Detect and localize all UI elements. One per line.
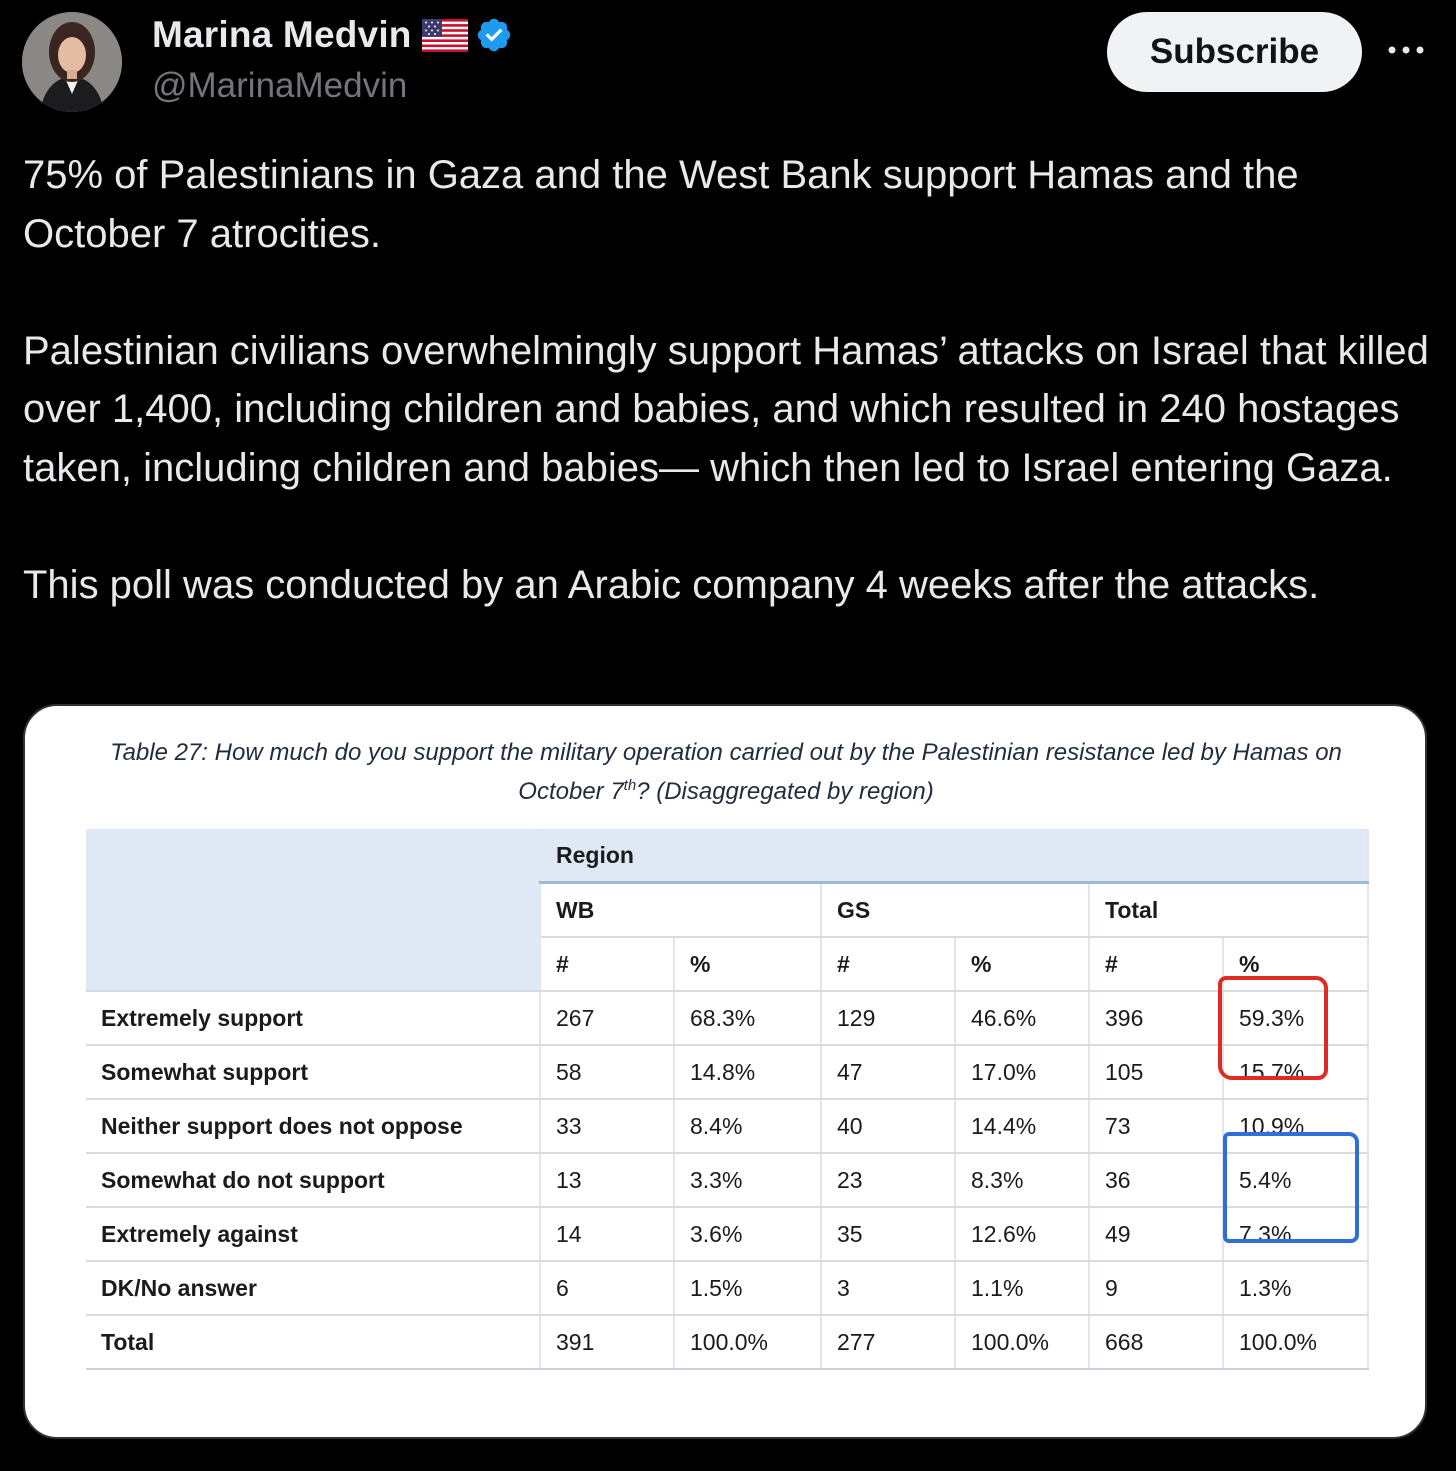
blue-highlight-box [1223, 1132, 1359, 1243]
table-cell: 277 [821, 1315, 955, 1369]
subheader-cell: % [674, 937, 821, 991]
subscribe-button[interactable]: Subscribe [1107, 12, 1362, 92]
table-cell: 46.6% [955, 991, 1089, 1045]
table-cell: 23 [821, 1153, 955, 1207]
row-label: Extremely against [86, 1207, 540, 1261]
table-cell: 14.8% [674, 1045, 821, 1099]
subheader-cell: # [540, 937, 674, 991]
table-cell: 59.3% [1223, 991, 1368, 1045]
caption-main: Table 27: How much do you support the military operation carried out by the Palestinian resistance led by Hamas on October 7 [110, 739, 1342, 805]
table-row [86, 1315, 1368, 1369]
post-paragraph: This poll was conducted by an Arabic company 4 weeks after the attacks. [23, 562, 1320, 607]
avatar[interactable] [22, 12, 122, 112]
table-cell: 13 [540, 1153, 674, 1207]
table-cell: 9 [1089, 1261, 1223, 1315]
row-label: Somewhat do not support [86, 1153, 540, 1207]
table-cell: 5.4% [1223, 1153, 1368, 1207]
table-cell: 35 [821, 1207, 955, 1261]
poll-table [86, 829, 1369, 1370]
table-row [86, 1207, 1368, 1261]
region-header: Region [540, 829, 1368, 883]
table-cell: 10.9% [1223, 1099, 1368, 1153]
table-cell: 40 [821, 1099, 955, 1153]
table-cell: 100.0% [955, 1315, 1089, 1369]
table-cell: 6 [540, 1261, 674, 1315]
caption-superscript: th [623, 777, 637, 794]
table-cell: 396 [1089, 991, 1223, 1045]
table-row [86, 1153, 1368, 1207]
group-header: WB [540, 883, 821, 938]
table-cell: 7.3% [1223, 1207, 1368, 1261]
post-body [23, 146, 1433, 614]
attached-image[interactable] [23, 704, 1427, 1439]
table-corner [86, 829, 540, 991]
table-cell: 100.0% [1223, 1315, 1368, 1369]
subheader-cell: % [955, 937, 1089, 991]
caption-end: ? (Disaggregated by region) [636, 778, 934, 805]
verified-icon [475, 16, 513, 54]
table-cell: 8.4% [674, 1099, 821, 1153]
author-row [152, 14, 513, 56]
us-flag-icon [422, 19, 468, 52]
table-row [86, 991, 1368, 1045]
avatar-image [22, 12, 122, 112]
subheader-cell: # [821, 937, 955, 991]
table-cell: 12.6% [955, 1207, 1089, 1261]
subheader-cell: % [1223, 937, 1368, 991]
post-paragraph: 75% of Palestinians in Gaza and the West Bank support Hamas and the October 7 atrocities. [23, 153, 1299, 256]
table-cell: 1.3% [1223, 1261, 1368, 1315]
more-icon[interactable] [1384, 28, 1428, 72]
red-highlight-box [1218, 976, 1328, 1080]
table-cell: 267 [540, 991, 674, 1045]
table-cell: 58 [540, 1045, 674, 1099]
table-caption [65, 736, 1387, 808]
table-cell: 68.3% [674, 991, 821, 1045]
author-handle[interactable]: @MarinaMedvin [152, 66, 408, 105]
table-cell: 3.6% [674, 1207, 821, 1261]
row-label: Neither support does not oppose [86, 1099, 540, 1153]
table-cell: 73 [1089, 1099, 1223, 1153]
group-header: Total [1089, 883, 1368, 938]
table-cell: 47 [821, 1045, 955, 1099]
post-paragraph: Palestinian civilians overwhelmingly support Hamas’ attacks on Israel that killed over 1,400, including children and babies, and which resulted in 240 hostages taken, including children and babies— which then led to Israel entering Gaza. [23, 328, 1429, 490]
subheader-cell: # [1089, 937, 1223, 991]
row-label: Extremely support [86, 991, 540, 1045]
table-cell: 14.4% [955, 1099, 1089, 1153]
post-header [22, 10, 1436, 114]
table-cell: 668 [1089, 1315, 1223, 1369]
table-cell: 14 [540, 1207, 674, 1261]
table-cell: 3 [821, 1261, 955, 1315]
table-cell: 129 [821, 991, 955, 1045]
table-cell: 100.0% [674, 1315, 821, 1369]
table-row [86, 1099, 1368, 1153]
table-cell: 49 [1089, 1207, 1223, 1261]
table-row [86, 1045, 1368, 1099]
table-row [86, 1261, 1368, 1315]
table-cell: 1.1% [955, 1261, 1089, 1315]
row-label: DK/No answer [86, 1261, 540, 1315]
group-header: GS [821, 883, 1089, 938]
table-cell: 105 [1089, 1045, 1223, 1099]
author-name[interactable]: Marina Medvin [152, 14, 412, 55]
row-label: Somewhat support [86, 1045, 540, 1099]
table-cell: 391 [540, 1315, 674, 1369]
table-cell: 17.0% [955, 1045, 1089, 1099]
table-cell: 36 [1089, 1153, 1223, 1207]
table-cell: 15.7% [1223, 1045, 1368, 1099]
table-cell: 8.3% [955, 1153, 1089, 1207]
table-cell: 1.5% [674, 1261, 821, 1315]
table-cell: 3.3% [674, 1153, 821, 1207]
table-cell: 33 [540, 1099, 674, 1153]
row-label: Total [86, 1315, 540, 1369]
